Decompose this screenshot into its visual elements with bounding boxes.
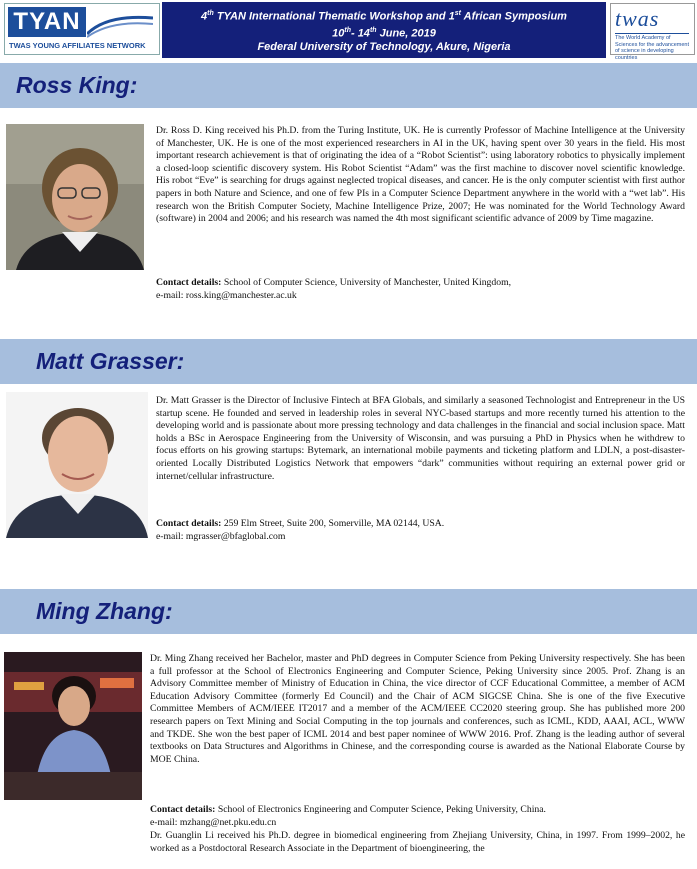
contact-label: Contact details: (150, 804, 216, 815)
bio-matt-grasser: Dr. Matt Grasser is the Director of Inclusive Fintech at BFA Globals, and similarly a seasoned Technologist and Entrepreneur in the US startup scene. He founded and served in leadership roles in several NYC-based startups and more recently turned his attention to the developing world and is passionate about more pressing technology and data challenges in the financial and social inclusion space. Matt holds a BSc in Aerospace Engineering from the University of Wisconsin, and was pursuing a PhD in Physics when he withdrew to focus efforts on his growing startups: Bytemark, an international mobile payments and ticketing platform and LDLN, a post-disaster-oriented Locally Distributed Logistics Network that empowers “dark” communities without requiring an external power grid or internet/cellular infrastructure. (156, 395, 685, 482)
page-header (0, 0, 697, 62)
event-dates: 10th- 14th June, 2019 (332, 26, 436, 40)
tyan-logo (4, 3, 160, 55)
speaker-name: Ming Zhang: (36, 598, 173, 624)
tyan-logo-swoosh (87, 12, 153, 38)
email-matt-grasser: e-mail: mgrasser@bfaglobal.com (156, 530, 286, 542)
event-venue: Federal University of Technology, Akure, Nigeria (257, 41, 511, 54)
photo-ming-zhang (4, 652, 142, 800)
section-bar-matt-grasser (0, 339, 697, 384)
tyan-logo-word: TYAN (8, 7, 86, 37)
photo-ross-king (6, 124, 144, 270)
twas-logo-subtitle: The World Academy of Sciences for the advancement of science in developing countries (615, 35, 689, 61)
event-title (162, 7, 606, 54)
bio-ross-king: Dr. Ross D. King received his Ph.D. from the Turing Institute, UK. He is currently Professor of Machine Intelligence at the University of Manchester, UK. He is one of the most experienced researchers in AI in the UK, having spent over 30 years in the field. His most important research achievement is that of originating the idea of a “Robot Scientist”: using laboratory robotics to physically implement a closed-loop scientific discovery system. His Robot Scientist “Adam” was the first machine to discover novel scientific knowledge. His robot “Eve” is searching for drugs against neglected tropical diseases, and cancer. He is the only computer scientist with first author papers in both Nature and Science, and one of few PIs in a Computer Science Department anywhere in the world with a “wet lab”. His research won the British Computer Society, Machine Intelligence Prize, 2007; He was nominated for the World Technology Award (software) in 2004 and 2006; and his research was named the 4th most significant scientific advance of 2009 by Time magazine. (156, 125, 685, 225)
contact-label: Contact details: (156, 518, 222, 529)
contact-ming-zhang: Contact details: School of Electronics Engineering and Computer Science, Peking University, China. e-mail: mzhang@net.pku.edu.cn (150, 804, 546, 828)
photo-matt-grasser (6, 392, 148, 538)
bio-ming-zhang: Dr. Ming Zhang received her Bachelor, master and PhD degrees in Computer Science from Peking University respectively. She has been a full professor at the School of Electronics Engineering and Computer Science, Peking University since 2005. Prof. Zhang is an Advisory Committee member of Ministry of Education in China, the vice director of CCF Educational Committee, a member of ACM Education Advisory Committee (formerly Ed Council) and the Chair of ACM SIGCSE China. She is one of the five Executive Committee Members of ACM/IEEE IT2017 and a member of the ACM/IEEE CC2020 steering group. She has published more 200 research papers on Text Mining and Social Computing in the top journals and conferences, such as ICML, KDD, AAAI, ACL, WWW and TKDE. She won the best paper of ICML 2014 and best paper nominee of WWW 2016. Prof. Zhang is the leading author of several textbooks on Data Structures and Algorithms in Chinese, and the corresponding course is awarded as the National Elaborate Course by MOE China. (150, 653, 685, 765)
email-ming-zhang: e-mail: mzhang@net.pku.edu.cn (150, 816, 277, 828)
event-title-line1: 4th TYAN International Thematic Workshop and 1st African Symposium (201, 10, 567, 23)
email-ross-king: e-mail: ross.king@manchester.ac.uk (156, 289, 297, 301)
contact-matt-grasser: Contact details: 259 Elm Street, Suite 200, Somerville, MA 02144, USA. e-mail: mgrasser@bfaglobal.com (156, 518, 445, 542)
section-bar-ming-zhang (0, 589, 697, 634)
speaker-name: Matt Grasser: (36, 348, 185, 374)
speaker-name: Ross King: (16, 72, 138, 98)
twas-logo-word: twas (615, 6, 660, 31)
contact-label: Contact details: (156, 277, 222, 288)
tyan-logo-subtitle: TWAS YOUNG AFFILIATES NETWORK (9, 41, 146, 50)
bio-guanglin-li-partial: Dr. Guanglin Li received his Ph.D. degree in biomedical engineering from Zhejiang University, China, in 1997. From 1999–2002, he worked as a Postdoctoral Research Associate in the Department of bioengineering, the (150, 830, 685, 854)
section-bar-ross-king (0, 63, 697, 108)
contact-ross-king: Contact details: School of Computer Science, University of Manchester, United Kingdom, e-mail: ross.king@manchester.ac.uk (156, 277, 512, 301)
twas-logo (610, 3, 695, 61)
